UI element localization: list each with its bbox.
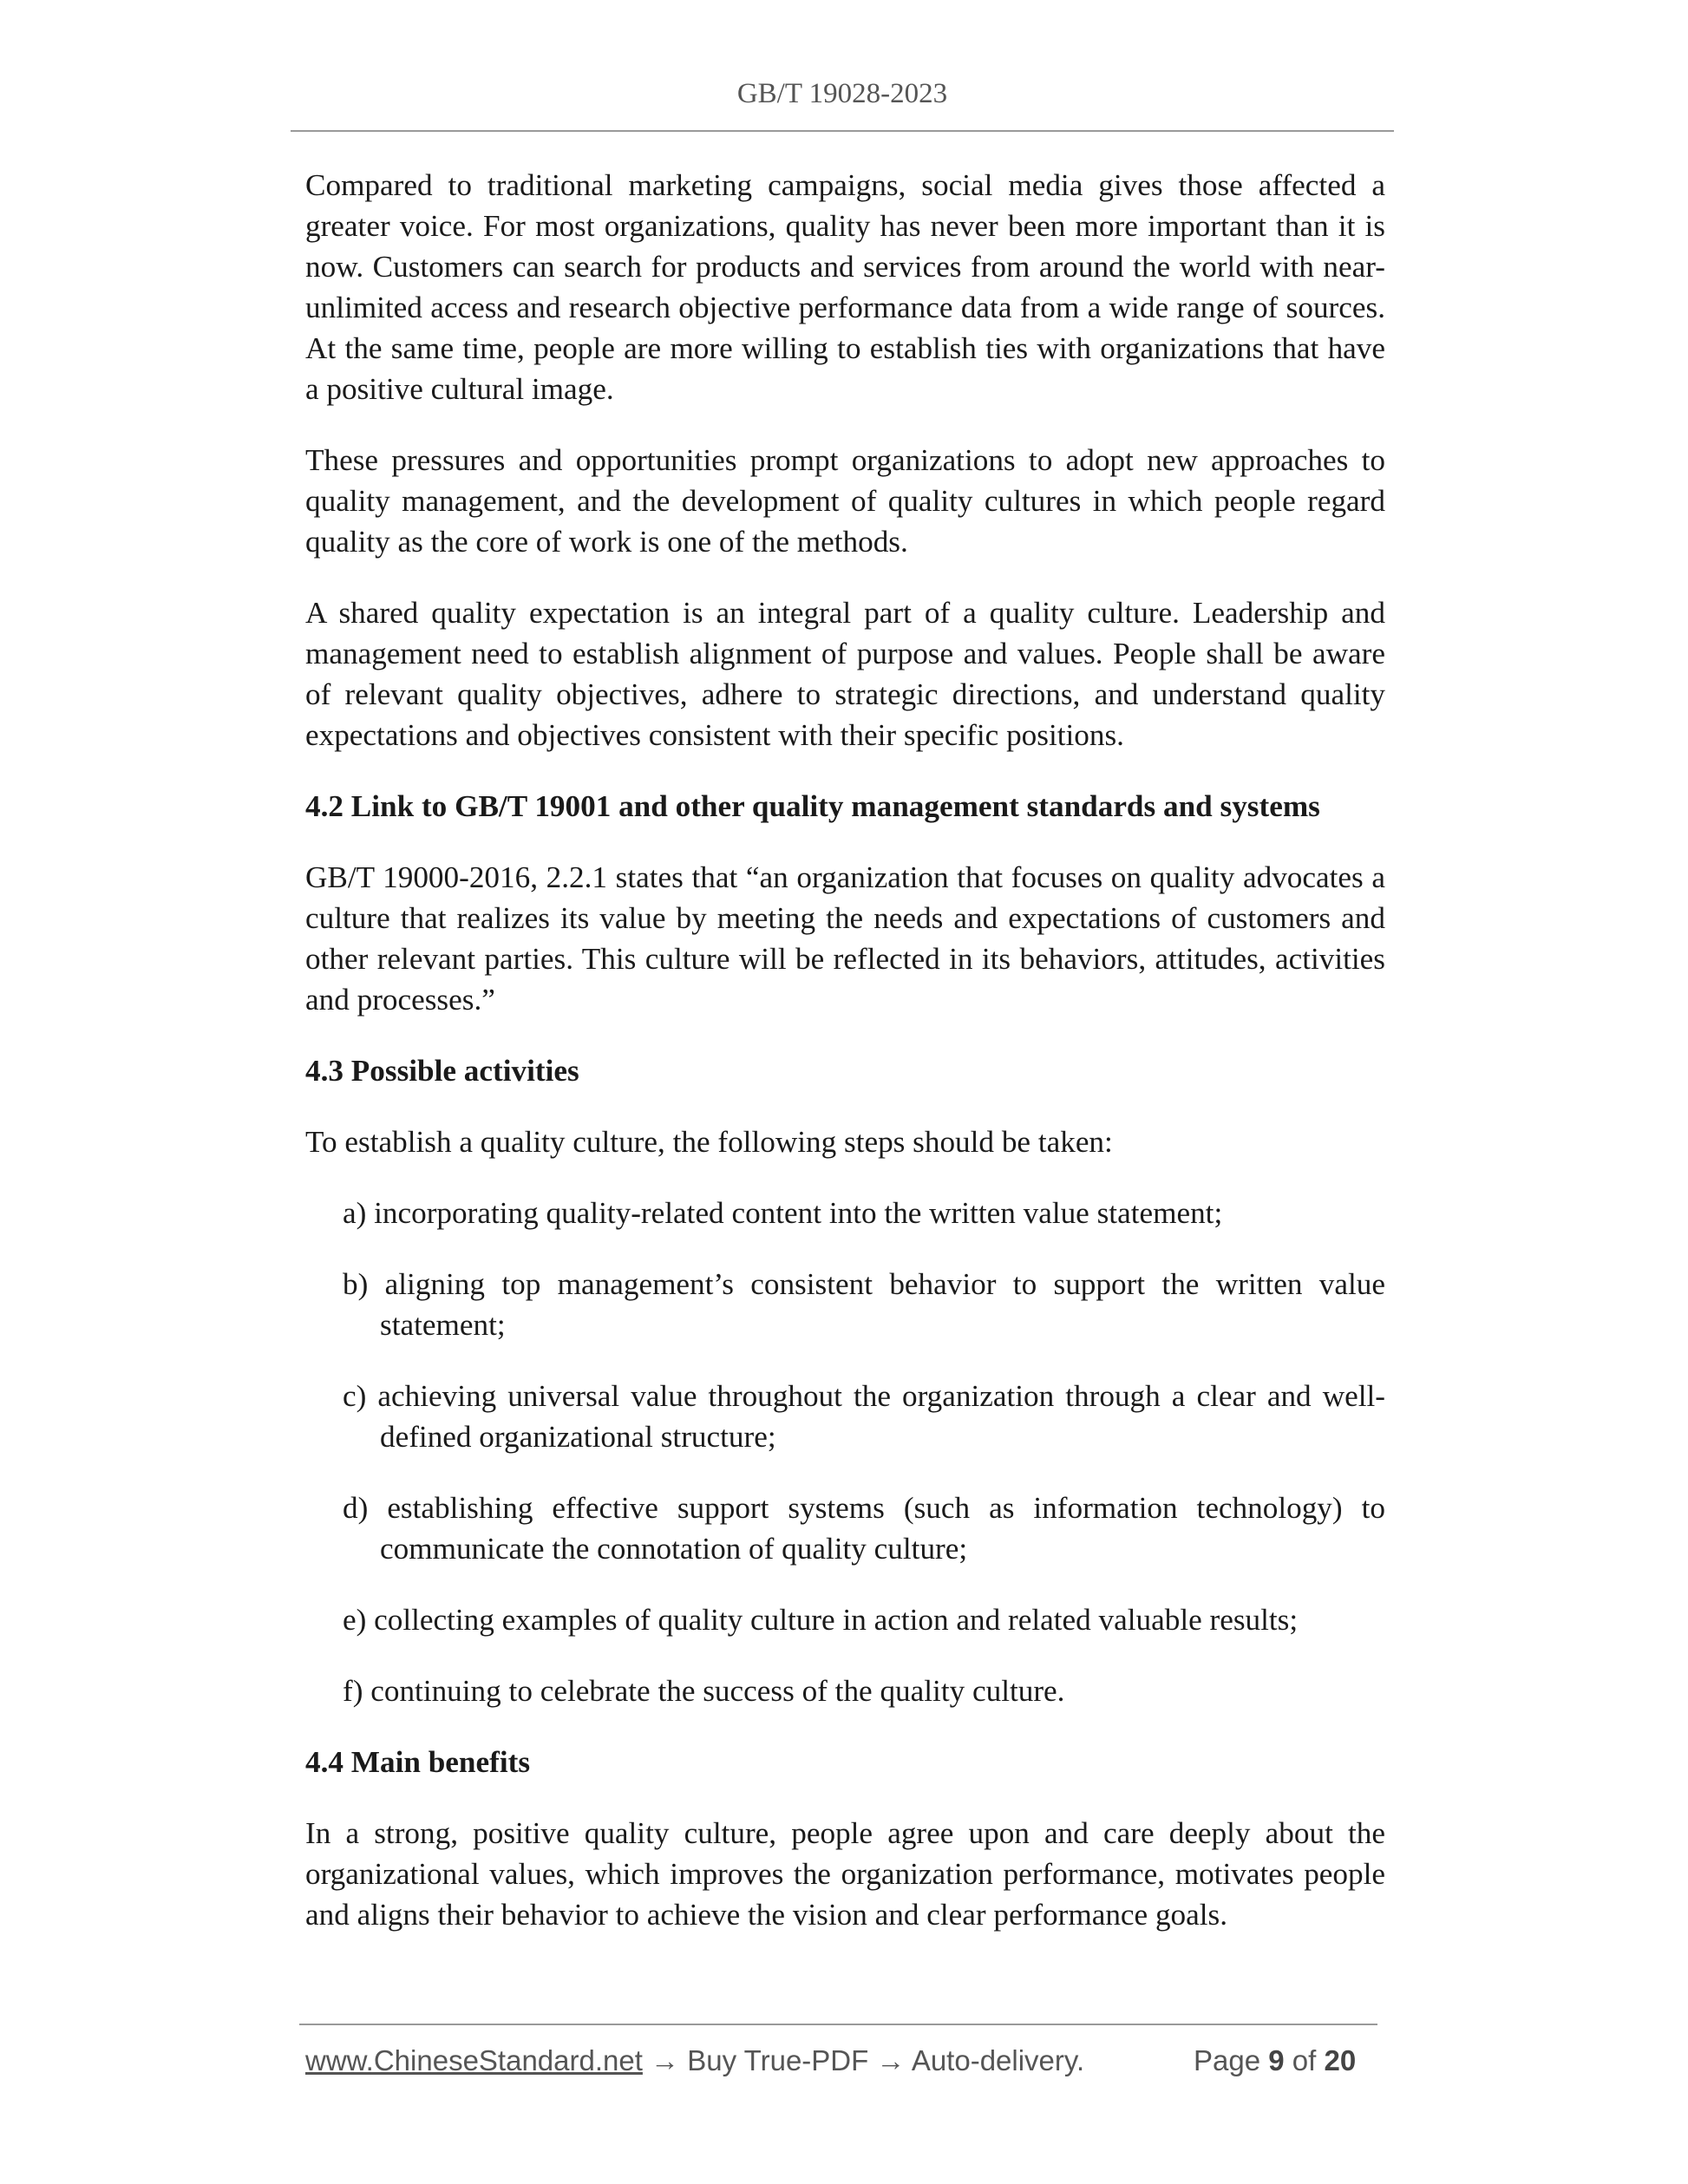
paragraph-main-benefits: In a strong, positive quality culture, people agree upon and care deeply about the organizational values, which improves the organization performance, motivates people and aligns their behavior to achieve the vision and clear performance goals. [305,1816,1385,1932]
footer-divider [299,2024,1377,2025]
document-header-title: GB/T 19028-2023 [736,78,948,109]
list-item: f) continuing to celebrate the success of the quality culture. [343,1674,1065,1708]
page-label: Page [1194,2044,1261,2076]
paragraph-steps-intro: To establish a quality culture, the following steps should be taken: [305,1125,1113,1159]
total-page-count: 20 [1324,2044,1357,2076]
section-heading-4-2: 4.2 Link to GB/T 19001 and other quality management standards and systems [305,789,1320,823]
of-label: of [1292,2044,1317,2076]
page-indicator [1194,2044,1356,2077]
current-page-number: 9 [1268,2044,1285,2076]
footer-tagline: → Buy True-PDF → Auto-delivery. [642,2044,1085,2076]
paragraph-gbt-19000-quote: GB/T 19000-2016, 2.2.1 states that “an organization that focuses on quality advocates a culture that realizes its value by meeting the needs and expectations of customers and other relevant parties. This culture will be reflected in its behaviors, attitudes, activities and processes.” [305,860,1385,1017]
list-item: c) achieving universal value throughout the organization through a clear and well-defined organizational structure; [343,1379,1385,1454]
list-item: b) aligning top management’s consistent behavior to support the written value statement; [343,1267,1385,1342]
list-item: a) incorporating quality-related content into the written value statement; [343,1196,1223,1230]
section-heading-4-3: 4.3 Possible activities [305,1054,579,1088]
list-item: e) collecting examples of quality culture in action and related valuable results; [343,1603,1299,1637]
document-body [305,165,1385,1965]
footer-promo [305,2044,1084,2077]
list-item: d) establishing effective support systems (such as information technology) to communicate the connotation of quality culture; [343,1491,1385,1566]
paragraph-pressures: These pressures and opportunities prompt organizations to adopt new approaches to quality management, and the development of quality cultures in which people regard quality as the core of work is one of the methods. [305,443,1385,559]
chinesestandard-link[interactable]: www.ChineseStandard.net [305,2044,643,2076]
steps-list [305,1193,1385,1711]
header-divider [291,130,1394,132]
section-heading-4-4: 4.4 Main benefits [305,1745,531,1779]
paragraph-shared-expectation: A shared quality expectation is an integral part of a quality culture. Leadership and management need to establish alignment of purpose and values. People shall be aware of relevant quality objectives, adhere to strategic directions, and understand quality expectations and objectives consistent with their specific positions. [305,596,1385,752]
paragraph-social-media: Compared to traditional marketing campaigns, social media gives those affected a greater voice. For most organizations, quality has never been more important than it is now. Customers can search for products and services from around the world with near-unlimited access and research objective performance data from a wide range of sources. At the same time, people are more willing to establish ties with organizations that have a positive cultural image. [305,168,1385,406]
